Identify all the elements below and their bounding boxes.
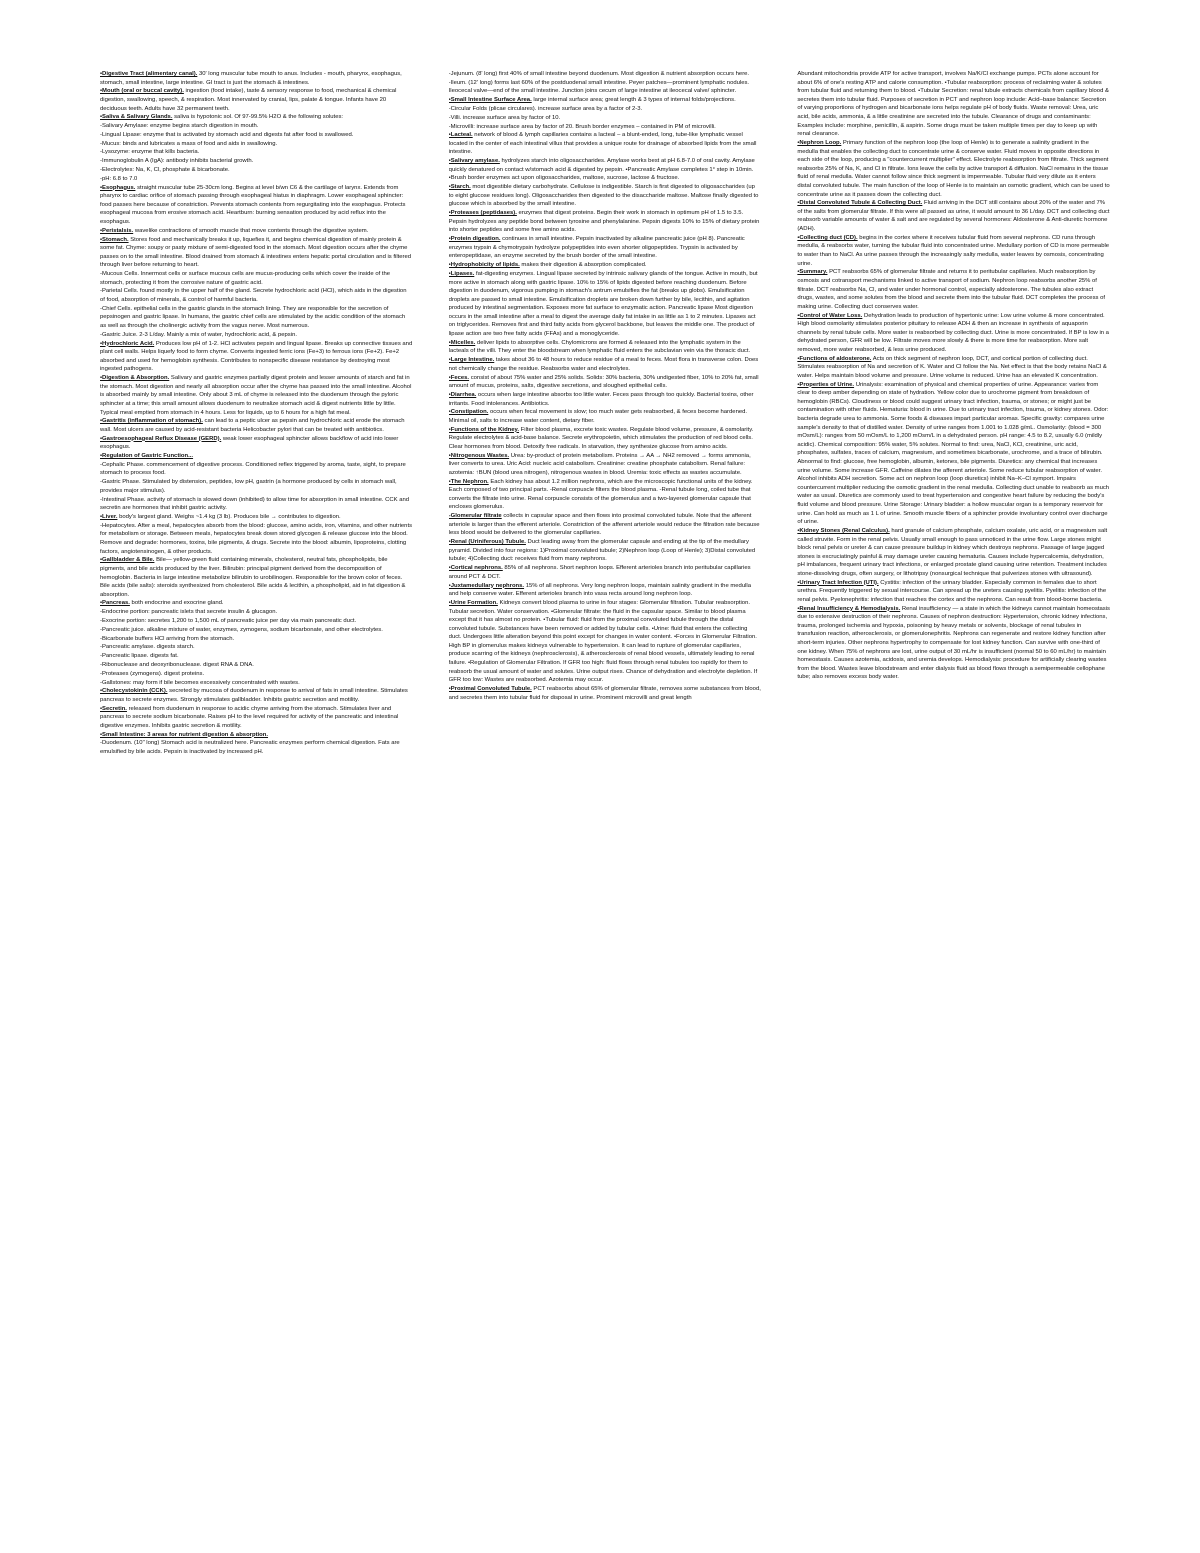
note-heading: •Digestion & Absorption. [100,375,170,382]
note-paragraph [449,123,762,132]
note-paragraph [100,140,413,149]
note-paragraph [449,478,762,512]
note-paragraph [797,234,1110,268]
note-heading: •Proximal Convoluted Tubule. [448,686,532,693]
note-paragraph [797,527,1110,579]
note-paragraph [449,105,762,114]
note-text: -Ribonuclease and deoxyribonuclease. digest RNA & DNA. [100,661,254,668]
note-text: can lead to a peptic ulcer as pepsin and hydrochloric acid erode the stomach wall. Most ulcers are caused by acid-resistant bacteria Helicobacter pylori that can be treated with antibiotics. [100,418,405,433]
note-text: occurs when fecal movement is slow; too much water gets reabsorbed, & feces become hardened. Minimal oil, salts to increase water content, dietary fiber. [448,409,748,424]
note-text: 30' long muscular tube mouth to anus. Includes - mouth, pharynx, esophagus, stomach, small intestine, large intestine. GI tract is just the stomach & intestines. [100,71,402,86]
note-paragraph [100,608,413,617]
note-heading: •Urine Formation. [448,599,498,606]
note-text: Dehydration leads to production of hypertonic urine: Low urine volume & more concentrated. High blood osmolarity stimulates posterior pituitary to release ADH & then an increase in synthesis of aquaporin channels by renal tubule cells. More water is reabsorbed by collecting duct. Urine is more concentrated. If BP is low in a dehydrated person, GFR will be low. Filtrate moves more slowly & there is more time for reabsorption. More salt removed, more water reabsorbed, & less urine produced. [797,312,1109,353]
note-heading: •Diarrhea. [448,391,477,398]
note-text: -pH: 6.8 to 7.0 [100,175,138,182]
note-text: Fluid arriving in the DCT still contains about 20% of the water and 7% of the salts from glomerular filtrate. If this were all passed as urine, it would amount to 36 L/day. DCT and collecting duct reabsorb variable amounts of water & salt and are regulated by several hormones: Aldosterone & Anti-diuretic hormone (ADH). [797,200,1110,233]
note-text: Renal insufficiency — a state in which the kidneys cannot maintain homeostasis due to extensive destruction of their nephrons. Causes of nephron destruction: Hypertension, chronic kidney infections, trauma, prolonged ischemia and hypoxia, poisoning by heavy metals or solvents, blockage of renal tubules in transfusion reaction, atherosclerosis, or glomerulonephritis. Nephrons can regenerate and restore kidney function after short-term injuries. Other nephrons hypertrophy to compensate for lost kidney function. Can survive with one-third of one kidney. When 75% of nephrons are lost, urine output of 30 mL/hr is insufficient (normal 50 to 60 mL/hr) to maintain homeostasis. Causes azotemia, acidosis, and uremia develops. Hemodialysis: procedure for artificially clearing wastes from the blood. Wastes leave bloodstream and enter dialysis fluid as blood flows through a semipermeable cellophane tube; also removes excess body water. [797,605,1111,681]
note-text: Stores food and mechanically breaks it up, liquefies it, and begins chemical digestion of mainly protein & some fat. Chyme: soupy or pasty mixture of semi-digested food in the stomach. Most digestion occurs after the chyme passes on to the small intestine. Blood drained from stomach & intestines enters hepatic portal circulation and is filtered through liver before returning to heart. [100,236,412,269]
note-heading: -Glomerular filtrate [448,513,502,520]
note-paragraph [100,305,413,331]
note-text: -Villi. increase surface area by factor of 10. [448,114,561,121]
note-heading: •Lacteal. [448,132,473,139]
note-heading: •Functions of the Kidney. [448,426,520,433]
note-paragraph [100,417,413,434]
note-paragraph [100,452,413,461]
note-text: -Gastric Phase. Stimulated by distension, peptides, low pH, gastrin (a hormone produced by cells in stomach wall, provides major stimulus). [100,479,397,494]
note-text: PCT reabsorbs about 65% of glomerular filtrate, removes some substances from blood, and secretes them into tubular fluid for disposal in urine. Prominent microvilli and great length [448,686,761,701]
note-paragraph [100,461,413,478]
note-heading: •Small Intestine Surface Area. [448,97,532,104]
note-paragraph [797,199,1110,233]
note-paragraph [100,478,413,495]
note-paragraph [449,426,762,452]
column-middle [449,70,762,1530]
note-text: -Jejunum. (8' long) first 40% of small intestine beyond duodenum. Most digestion & nutrient absorption occurs here. [448,71,750,77]
note-text: -Parietal Cells. found mostly in the upper half of the gland. Secrete hydrochloric acid (HCl), which aids in the digestion of food, absorption of minerals, & control of harmful bacteria. [100,288,407,304]
note-paragraph [100,556,413,599]
note-heading: •Renal (Uriniferous) Tubule. [448,539,526,546]
note-heading: •Hydrochloric Acid. [100,340,155,347]
note-paragraph [449,374,762,391]
note-heading: •Feces. [448,374,470,381]
note-text: weak lower esophageal sphincter allows backflow of acid into lower esophagus. [100,435,399,451]
note-text: -Immunoglobulin A (IgA): antibody inhibits bacterial growth. [100,158,254,165]
note-text: -Mucus: binds and lubricates a mass of food and aids in swallowing. [100,140,278,147]
note-paragraph [449,270,762,339]
note-heading: •Hydrophobicity of lipids. [448,262,520,269]
note-paragraph [100,739,413,756]
note-paragraph [100,287,413,304]
note-text: -Cephalic Phase. commencement of digestive process. Conditioned reflex triggered by aroma, taste, sight, to prepare stomach to process food. [100,461,406,477]
note-paragraph [100,122,413,131]
note-heading: •Control of Water Loss. [797,312,863,319]
note-heading: •Functions of aldosterone. [797,355,872,362]
note-text: fat-digesting enzymes. Lingual lipase secreted by intrinsic salivary glands of the tongue. Active in mouth, but more active in stomach along with gastric lipase. 10% to 15% of lipids digested before reaching duodenum. Before digestion in duodenum, vigorous pumping in stomach's antrum emulsifies the fat (breaks up globs). Emulsification droplets are passed to small intestine. Emulsification droplets are broken down further by bile, lecithin, and agitation produced by intestinal segmentation. Exposes more fat surface to enzymatic action. Pancreatic lipase Most digestion occurs in the small intestine after a meal to digest the average daily fat intake in as little as 1 to 2 minutes. Lipases act on triglycerides. Removes first and third fatty acids from glycerol backbone, but leaves the middle one. The product of lipase action are two free fatty acids (FFAs) and a monoglyceride. [448,270,758,338]
note-text: -Intestinal Phase. activity of stomach is slowed down (inhibited) to allow time for absorption in small intestine. CCK and secretin are hormones that inhibit gastric activity. [100,496,410,512]
note-paragraph [100,670,413,679]
note-heading: •Protein digestion. [448,236,501,243]
note-paragraph [100,599,413,608]
note-heading: •Secretin. [100,705,127,712]
note-paragraph [449,209,762,235]
note-paragraph [797,381,1110,527]
note-paragraph [100,626,413,635]
note-paragraph [100,635,413,644]
note-paragraph [100,374,413,417]
note-paragraph [100,270,413,287]
note-heading: •Salivary amylase. [448,158,500,165]
note-text: saliva is hypotonic sol. Of 97-99.5% H2O & the following solutes: [172,114,344,121]
note-text: takes about 36 to 48 hours to reduce residue of a meal to feces. Most flora in transverse colon. Does not chemically change the residue. Reabsorbs water and electrolytes. [448,357,759,372]
note-text: -Exocrine portion: secretes 1,200 to 1,500 mL of pancreatic juice per day via main pancreatic duct. [100,618,357,625]
note-text: Duct leading away from the glomerular capsule and ending at the tip of the medullary pyramid. Divided into four regions: 1)Proximal convoluted tubule; 2)Nephron loop (Loop of Henle); 3)Distal convoluted tubule; 4)Collecting duct: receives fluid from many nephrons. [448,539,756,563]
document-page [100,70,1110,1530]
note-text: -Endocrine portion: pancreatic islets that secrete insulin & glucagon. [100,609,278,616]
note-text: hydrolyzes starch into oligosaccharides. Amylase works best at pH 6.8-7.0 of oral cavity. Amylase quickly denatured on contact w/stomach acid & digested by pepsin. •Pancreatic Amylase completes 1° step in 10min. •Brush border enzymes act upon oligosaccharides, maltose, sucrose, lactose & fructose. [448,158,755,182]
note-paragraph [449,339,762,356]
note-text: -Mucous Cells. Innermost cells or surface mucous cells are mucus-producing cells which cover the inside of the stomach, protecting it from the corrosive nature of gastric acid. [100,271,391,286]
note-paragraph [100,340,413,374]
note-heading: •Stomach. [100,236,129,243]
note-paragraph [449,96,762,105]
column-left [100,70,413,1530]
note-text: most digestible dietary carbohydrate. Cellulose is indigestible. Starch is first digested to oligosaccharides (up to eight glucose residues long). Oligosaccharides then digested to the disaccharide maltose. Maltose finally digested to glucose which is absorbed by the small intestine. [448,184,759,208]
note-text: -Lysozyme: enzyme that kills bacteria. [100,149,200,156]
note-paragraph [100,617,413,626]
note-text: 85% of all nephrons. Short nephron loops. Efferent arterioles branch into peritubular capillaries around PCT & DCT. [448,565,751,580]
note-text: continues in small intestine. Pepsin inactivated by alkaline pancreatic juice (pH 8). Pancreatic enzymes trypsin & chymotrypsin hydrolyze polypeptides into even shorter oligopeptides. Trypsin is activated by enteropeptidase, an enzyme secreted by the brush border of the small intestine. [448,236,745,260]
note-heading: •Proteases (peptidases). [448,210,517,217]
note-paragraph [449,512,762,538]
note-text: Abundant mitochondria provide ATP for active transport, involves Na/K/Cl exchange pumps. PCTs alone account for about 6% of one's resting ATP and calorie consumption. •Tubular reabsorption: process of reclaiming water & solutes from tubular fluid and returning them to blood. •Tubular Secretion: renal tubule extracts chemicals from capillary blood & secretes them into tubular fluid. Purposes of secretion in PCT and nephron loop include: Acid–base balance: Secretion of varying proportions of hydrogen and bicarbonate ions helps regulate pH of body fluids. Waste removal: Urea, uric acid, bile acids, ammonia, & a little creatinine are secreted into the tubule. Clearance of drugs and contaminants: Examples include: morphine, penicillin, & aspirin. Some drugs must be taken multiple times per day to keep up with renal clearance. [797,71,1109,138]
note-paragraph [100,731,413,740]
note-heading: •Renal Insufficiency & Hemodialysis. [797,605,901,612]
note-text: -Pancreatic lipase. digests fat. [100,653,179,660]
note-paragraph [100,522,413,556]
note-heading: •Urinary Tract Infection (UTI). [797,579,879,586]
note-heading: •Regulation of Gastric Function... [100,453,194,460]
note-text: consist of about 75% water and 25% solids. Solids: 30% bacteria, 30% undigested fiber, 10% to 20% fat, small amount of mucus, proteins, salts, digestive secretions, and sloughed epithelial cells. [448,374,759,390]
note-heading: •Nephron Loop. [797,139,842,146]
note-heading: •Digestive Tract (alimentary canal). [100,71,198,77]
note-paragraph [449,582,762,599]
note-text: Kidneys convert blood plasma to urine in four stages: Glomerular filtration. Tubular reabsorption. Tubular secretion. Water conservation. •Glomerular filtrate: the fluid in the capsular space. Similar to blood plasma except that it has almost no protein. •Tubular fluid: fluid from the proximal convoluted tubule through the distal convoluted tubule. Substances have been removed or added by tubular cells. •Urine: fluid that enters the collecting duct. Undergoes little alteration beyond this point except for changes in water content. •Forces in Glomerular Filtration. High BP in glomerulus makes kidneys vulnerable to hypertension. It can lead to rupture of glomerular capillaries, produce scarring of the kidneys (nephrosclerosis), & atherosclerosis of renal blood vessels, ultimately leading to renal failure. •Regulation of Glomerular Filtration. If GFR too high: fluid flows through renal tubules too rapidly for them to reabsorb the usual amount of water and solutes. Urine output rises. Chance of dehydration and electrolyte depletion. If GFR too low: Wastes are reabsorbed. Azotemia may occur. [448,599,758,684]
note-text: wavelike contractions of smooth muscle that move contents through the digestive system. [133,227,369,234]
column-right [797,70,1110,1530]
note-text: -Gastric Juice. 2-3 L/day. Mainly a mix of water, hydrochloric acid, & pepsin. [100,331,297,338]
note-paragraph [449,538,762,564]
note-text: Filter blood plasma, excrete toxic wastes. Regulate blood volume, pressure, & osmolarity. Regulate electrolytes & acid-base balance. Secrete erythropoietin, which stimulates the production of red blood cells. Clear hormones from blood. Detoxify free radicals. In starvation, they synthesize glucose from amino acids. [448,426,754,450]
note-paragraph [449,183,762,209]
note-text: Urinalysis: examination of physical and chemical properties of urine. Appearance: varies from clear to deep amber depending on state of hydration. Yellow color due to urochrome pigment from breakdown of hemoglobin (RBCs). Cloudiness or blood could suggest urinary tract infection, trauma, or stones; or might just be contamination with other fluids. Hematuria: blood in urine. Due to urinary tract infection, trauma, or kidney stones. Odor: bacteria degrade urea to ammonia. Some foods & diseases impart particular aromas. Specific gravity: compares urine sample's density to that of distilled water. Density of urine ranges from 1.001 to 1.028 g/mL. Osmolarity: (blood = 300 mOsm/L): ranges from 50 mOsm/L to 1,200 mOsm/L in a dehydrated person. pH range: 4.5 to 8.2, usually 6.0 (mildly acidic). Chemical composition: 95% water, 5% solutes. Normal to find: urea, NaCl, KCl, creatinine, uric acid, phosphates, sulfates, traces of calcium, magnesium, and sometimes bicarbonate, urochrome, and a trace of bilirubin. Abnormal to find: glucose, free hemoglobin, albumin, ketones, bile pigments. Diuretics: any chemical that increases urine volume. Some increase GFR. Caffeine dilates the afferent arteriole. Some reduce tubular reabsorption of water. Alcohol inhibits ADH secretion. Some act on nephron loop (loop diuretics) inhibit Na–K–Cl symport. Impairs countercurrent multiplier reducing the osmotic gradient in the renal medulla. Collecting duct unable to reabsorb as much water as usual. Diuretics are commonly used to treat hypertension and congestive heart failure by reducing the body's fluid volume and blood pressure. Urine Storage: Urinary bladder: a hollow muscular organ is a temporary reservoir for urine. Can hold as much as 1 L of urine. Smooth muscle fibers of a sphincter provide involuntary control over discharge of urine. [797,381,1110,526]
note-paragraph [100,661,413,670]
note-text: PCT reabsorbs 65% of glomerular filtrate and returns it to peritubular capillaries. Much reabsorption by osmosis and cotransport mechanisms linked to active transport of sodium. Nephron loop reabsorbs another 25% of filtrate. DCT reabsorbs Na, Cl, and water under hormonal control, especially aldosterone. The tubules also extract drugs, wastes, and some solutes from the blood and secrete them into the tubular fluid. DCT completes the process of making urine. Collecting duct conserves water. [797,269,1106,310]
note-paragraph [797,70,1110,139]
note-heading: •Gastroesophageal Reflux Disease (GERD). [100,435,222,442]
note-paragraph [449,70,762,79]
note-paragraph [100,70,413,87]
note-heading: •Constipation. [448,409,489,416]
note-text: -Proteases (zymogens). digest proteins. [100,670,205,677]
note-paragraph [100,435,413,452]
note-text: -Circular Folds (plicae circulares). increase surface area by a factor of 2-3. [448,105,643,112]
note-paragraph [100,184,413,227]
note-heading: •Gallbladder & Bile. [100,557,155,564]
note-paragraph [449,391,762,408]
note-paragraph [100,166,413,175]
note-paragraph [100,148,413,157]
note-paragraph [449,79,762,96]
note-paragraph [100,131,413,140]
note-paragraph [449,452,762,478]
note-heading: •Peristalsis. [100,227,134,234]
note-heading: •Nitrogenous Wastes. [448,452,510,459]
note-text: Each kidney has about 1.2 million nephrons, which are the microscopic functional units of the kidney. Each composed of two principal parts. -Renal corpuscle filters the blood plasma. -Renal tubule long, coiled tube that converts the filtrate into urine. Renal corpuscle consists of the glomerulus and a two-layered glomerular capsule that encloses glomerulus. [448,478,753,511]
note-text: occurs when large intestine absorbs too little water. Feces pass through too quickly. Bacterial toxins, other irritants. Food intolerances. Antibiotics. [448,391,754,407]
note-text: deliver lipids to absorptive cells. Chylomicrons are formed & released into the lymphatic system in the lacteals of the villi. They enter the bloodstream when lymphatic fluid enters the subclavian vein via the thoracic duct. [448,339,751,355]
note-heading: •Summary. [797,269,828,276]
note-paragraph [100,87,413,113]
note-heading: •Properties of Urine. [797,381,855,388]
note-paragraph [449,599,762,685]
note-paragraph [100,496,413,513]
note-heading: •Starch. [448,184,471,191]
note-text: ingestion (food intake), taste & sensory response to food, mechanical & chemical digestion, swallowing, speech, & respiration. Most innervated by cranial, lips, palate & tongue. Infants have 20 deciduous teeth. Adults have 32 permanent teeth. [100,88,397,112]
note-text: -Ileum. (12' long) forms last 60% of the postduodenal small intestine. Peyer patches—prominent lymphatic nodules. Ileocecal valve—end of the small intestine. Junction joins cecum of large intestine at ileocecal valve/ sphincter. [448,79,750,95]
note-paragraph [449,157,762,183]
note-heading: •Pancreas. [100,600,130,607]
note-text: -Duodenum. (10" long) Stomach acid is neutralized here. Pancreatic enzymes perform chemical digestion. Fats are emulsified by bile acids. Pepsin is inactivated by increased pH. [100,740,400,755]
note-paragraph [100,227,413,236]
note-heading: •Gastritis (inflammation of stomach). [100,418,203,425]
note-text: -Chief Cells. epithelial cells in the gastric glands in the stomach lining. They are responsible for the secretion of pepsinogen and gastric lipase. In humans, the gastric chief cells are stimulated by the acidic condition of the stomach as well as through the cholinergic activity from the vagus nerve. Most numerous. [100,305,406,330]
note-paragraph [100,157,413,166]
note-paragraph [100,113,413,122]
note-paragraph [449,408,762,425]
note-paragraph [449,114,762,123]
note-text: -Pancreatic amylase. digests starch. [100,644,195,651]
note-text: makes their digestion & absorption complicated. [519,262,647,269]
note-paragraph [100,679,413,688]
note-heading: •Juxtamedullary nephrons. [448,582,525,589]
note-paragraph [797,312,1110,355]
note-text: Cystitis: infection of the urinary bladder. Especially common in females due to short urethra. Frequently triggered by sexual intercourse. Can spread up the ureters causing pyelitis. Pyelitis: infection of the renal pelvis. Pyelonephritis: infection that reaches the cortex and the nephrons. Can result from blood-borne bacteria. [797,579,1107,603]
note-text: -Bicarbonate buffers HCl arriving from the stomach. [100,635,235,642]
note-text: network of blood & lymph capillaries contains a lacteal – a blunt-ended, long, tube-like lymphatic vessel located in the center of each intestinal villus that provides a unique route for drainage of absorbed lipids from the small intestine. [448,132,757,156]
note-text: Acts on thick segment of nephron loop, DCT, and cortical portion of collecting duct. Stimulates reabsorption of Na and secretion of K. Water and Cl follow the Na. Net effect is that the body retains NaCl & water. Helps maintain blood volume and pressure. Urine volume is reduced. Urine has an elevated K concentration. [797,355,1107,379]
note-text: body's largest gland. Weighs ~1.4 kg (3 lb). Produces bile → contributes to digestion. [117,513,341,520]
note-text: secreted by mucosa of duodenum in response to arrival of fats in small intestine. Stimulates pancreas to secrete enzymes. Strongly stimulates gallbladder. Inhibits gastric secretion and motility. [100,688,408,703]
note-heading: •Cortical nephrons. [448,565,503,572]
note-text: Urea: by-product of protein metabolism. Proteins → AA → NH2 removed → forms ammonia, liver converts to urea. Uric Acid: nucleic acid catabolism. Creatinine: creatine phosphate catabolism. Renal failure: azotemia: ↑BUN (blood urea nitrogen), nitrogenous wastes in blood. Uremia: toxic effects as wastes accumulate. [448,452,751,476]
note-paragraph [449,685,762,702]
note-paragraph [797,579,1110,605]
note-text: -Pancreatic juice. alkaline mixture of water, enzymes, zymogens, sodium bicarbonate, and other electrolytes. [100,626,383,633]
note-paragraph [449,356,762,373]
note-paragraph [797,355,1110,381]
note-text: -Gallstones: may form if bile becomes excessively concentrated with wastes. [100,679,300,686]
note-heading: •Large Intestine. [448,357,495,364]
note-heading: •Cholecystokinin (CCK). [100,688,168,695]
note-text: straight muscular tube 25-30cm long. Begins at level b/wn C6 & the cartilage of larynx. Extends from pharynx to cardiac orifice of stomach passing through esophageal hiatus in diaphragm. Lower esophageal sphincter: food passes here because of constriction. Prevents stomach contents from regurgitating into the esophagus. Protects esophageal mucosa from erosive stomach acid. Heartburn: burning sensation produced by acid reflux into the esophagus. [100,184,406,225]
note-heading: •Saliva & Salivary Glands. [100,114,173,121]
note-paragraph [100,175,413,184]
note-text: collects in capsular space and then flows into proximal convoluted tubule. Note that the afferent arteriole is larger than the efferent arteriole. Constriction of the afferent arteriole would reduce the filtration rate because less blood would be delivered to the glomerular capillaries. [448,513,760,537]
note-text: Primary function of the nephron loop (the loop of Henle) is to generate a salinity gradient in the medulla that enables the collecting duct to concentrate urine & conserve water. Fluid moves in opposite directions in each side of the loop, producing a "countercurrent multiplier" effect. Electrolyte reabsorption from filtrate. Thick segment reabsorbs 25% of Na, K, and Cl in filtrate. Ions leave the cells by active transport & diffusion. NaCl remains in the tissue fluid of renal medulla. Water cannot follow since thick segment is impermeable. Tubular fluid very dilute as it enters distal convoluted tubule. The main function of the loop of Henle is to maintain an osmotic gradient, which can be used to concentrate urine as it passes down the collecting duct. [797,139,1110,198]
note-paragraph [797,139,1110,199]
note-paragraph [100,513,413,522]
note-text: Salivary and gastric enzymes partially digest protein and lesser amounts of starch and fat in the stomach. Most digestion and nearly all absorption occur after the chyme has passed into the small intestine. Alcohol is absorbed mainly by small intestine. Only about 3 mL of chyme is released into the duodenum through the pyloric sphincter at a time; this small amount allows duodenum to neutralize stomach acid & digest nutrients little by little. Typical meal emptied from stomach in 4 hours. Less for liquids, up to 6 hours for a high fat meal. [100,375,412,416]
note-paragraph [100,687,413,704]
note-heading: •Collecting duct (CD). [797,234,858,241]
note-text: begins in the cortex where it receives tubular fluid from several nephrons. CD runs through medulla, & reabsorbs water, turning the tubular fluid into concentrated urine. Medullary portion of CD is more permeable to water than to NaCl. As urine passes through the increasingly salty medulla, water leaves by osmosis, concentrating urine. [797,234,1110,267]
note-paragraph [797,268,1110,311]
note-heading: •Lipases. [448,270,475,277]
note-text: large internal surface area; great length & 3 types of internal folds/projections. [531,97,736,104]
note-text: Bile— yellow-green fluid containing minerals, cholesterol, neutral fats, phospholipids, bile pigments, and bile acids produced by the liver. Bilirubin: principal pigment derived from the decomposition of hemoglobin. Bacteria in large intestine metabolize bilirubin to urobilinogen. Responsible for the brown color of feces. Bile acids (bile salts): steroids synthesized from cholesterol. Bile acids & lecithin, a phospholipid, aid in fat digestion & absorption. [100,557,406,598]
note-text: -Lingual Lipase: enzyme that is activated by stomach acid and digests fat after food is swallowed. [100,131,354,138]
note-paragraph [449,131,762,157]
note-text: enzymes that digest proteins. Begin their work in stomach in optimum pH of 1.5 to 3.5. Pepsin hydrolyzes any peptide bond between tyrosine and phenylalanine. Pepsin digests 10% to 15% of dietary protein into shorter peptides and some free amino acids. [448,210,760,234]
note-heading: •Esophagus. [100,184,136,191]
note-text: 15% of all nephrons. Very long nephron loops, maintain salinity gradient in the medulla and help conserve water. Efferent arterioles branch into vasa recta around long nephron loop. [448,582,751,598]
note-heading: •Kidney Stones (Renal Calculus). [797,527,890,534]
note-paragraph [100,331,413,340]
note-text: both endocrine and exocrine gland. [129,600,224,607]
note-text: -Salivary Amylase: enzyme begins starch digestion in mouth. [100,123,259,130]
note-paragraph [449,235,762,261]
note-text: -Electrolytes: Na, K, Cl, phosphate & bicarbonate. [100,167,230,174]
note-text: released from duodenum in response to acidic chyme arriving from the stomach. Stimulates liver and pancreas to secrete sodium bicarbonate. Raises pH to the level required for activity of the pancreatic and intestinal digestive enzymes. Inhibits gastric secretion & motility. [100,705,399,729]
note-paragraph [449,261,762,270]
note-paragraph [100,652,413,661]
note-paragraph [449,564,762,581]
note-text: -Microvilli: increase surface area by factor of 20. Brush border enzymes – contained in PM of microvilli. [448,123,716,130]
note-paragraph [797,605,1110,682]
note-text: hard granule of calcium phosphate, calcium oxalate, uric acid, or a magnesium salt called struvite. Form in the renal pelvis. Usually small enough to pass unnoticed in the urine flow. Large stones might block renal pelvis or ureter & can cause pressure buildup in kidney which destroys nephrons. Passage of large jagged stones is excruciatingly painful & may damage ureter causing hematuria. Causes include hypercalcemia, dehydration, pH imbalances, frequent urinary tract infections, or enlarged prostate gland causing urine retention. Treatment includes stone-dissolving drugs, often surgery, or lithotripsy (nonsurgical technique that pulverizes stones with ultrasound). [797,527,1108,577]
note-text: -Hepatocytes. After a meal, hepatocytes absorb from the blood: glucose, amino acids, iron, vitamins, and other nutrients for metabolism or storage. Between meals, hepatocytes break down stored glycogen & release glucose into the blood. Remove and degrade: hormones, toxins, bile pigments, & drugs. Secrete into the blood: albumin, lipoproteins, clotting factors, angiotensinogen, & other products. [100,522,413,555]
note-heading: •Micelles. [448,339,476,346]
note-paragraph [100,643,413,652]
note-paragraph [100,236,413,270]
note-heading: •Liver. [100,513,118,520]
note-heading: •Small Intestine: 3 areas for nutrient digestion & absorption. [100,731,269,738]
note-paragraph [100,705,413,731]
note-text: Produces low pH of 1-2. HCl activates pepsin and lingual lipase. Breaks up connective tissues and plant cell walls. Helps liquefy food to form chyme. Converts ingested ferric ions (Fe+3) to ferrous ions (Fe+2). Fe+2 absorbed and used for hemoglobin synthesis. Contributes to nonspecific disease resistance by destroying most ingested pathogens. [100,340,413,373]
note-heading: •Distal Convoluted Tubule & Collecting Duct. [797,200,923,207]
note-heading: •Mouth (oral or buccal cavity). [100,88,184,95]
note-heading: •The Nephron. [448,478,489,485]
